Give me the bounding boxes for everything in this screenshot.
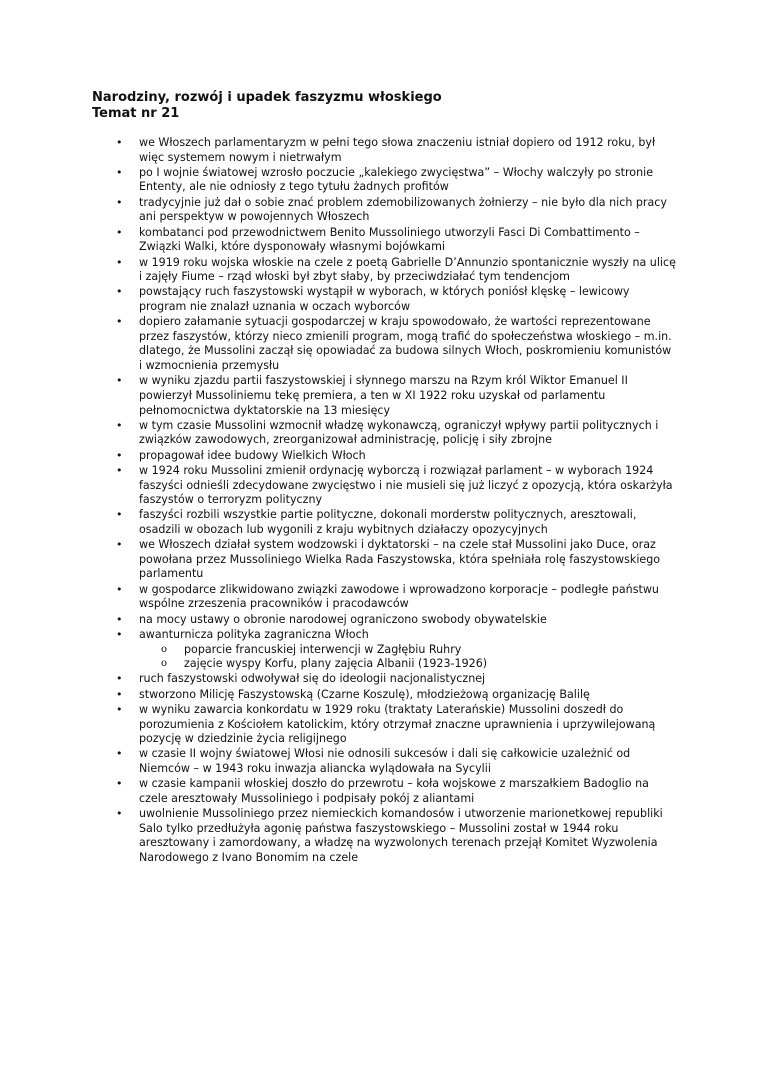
list-item — [92, 703, 677, 747]
list-item-text: we Włoszech parlamentaryzm w pełni tego słowa znaczeniu istniał dopiero od 1912 roku, był więc systemem nowym i nietrwałym — [139, 136, 656, 164]
bullet-icon: • — [116, 508, 123, 522]
list-item-text: propagował idee budowy Wielkich Włoch — [139, 448, 366, 462]
list-item — [92, 672, 677, 687]
list-item-text: uwolnienie Mussoliniego przez niemieckich komandosów i utworzenie marionetkowej republiki Salo tylko przedłużyła agonię państwa faszystowskiego – Mussolini został w 1944 roku aresztowany i zamordowany, a władzę na wyzwolonych terenach przejął Komitet Wyzwolenia Narodowego z Ivano Bonomim na czele — [139, 807, 663, 864]
bullet-icon: • — [116, 315, 123, 329]
list-item-text: po I wojnie światowej wzrosło poczucie „kalekiego zwycięstwa” – Włochy walczyły po stronie Ententy, ale nie odniosły z tego tytułu żadnych profitów — [139, 165, 654, 194]
list-item-text: awanturnicza polityka zagraniczna Włoch — [139, 627, 369, 641]
list-item-text: stworzono Milicję Faszystowską (Czarne Koszulę), młodzieżową organizację Balilę — [139, 687, 590, 701]
bullet-icon: • — [116, 582, 123, 596]
list-item — [92, 613, 677, 628]
circle-bullet-icon: o — [161, 643, 168, 655]
bullet-icon: • — [116, 463, 123, 477]
list-item — [92, 807, 677, 865]
list-item-text: dopiero załamanie sytuacji gospodarczej w kraju spowodowało, że wartości reprezentowane przez faszystów, którzy nieco zmienili program, mogą trafić do społeczeństwa włoskiego – m.in. dlatego, że Mussolini zaczął się opowiadać za budowa silnych Włoch, poskromieniu komunistów i wzmocnienia przemysłu — [139, 315, 672, 373]
list-item — [92, 256, 677, 285]
list-item — [92, 628, 677, 672]
list-item — [92, 196, 677, 225]
list-item-text: w wyniku zawarcia konkordatu w 1929 roku (traktaty Laterańskie) Mussolini doszedł do porozumienia z Kościołem katolickim, który otrzymał znaczne uprawnienia i uprzywilejowaną pozycję w dziedzinie życia religijnego — [139, 702, 656, 746]
bullet-icon: • — [116, 195, 123, 209]
document-header — [92, 90, 692, 122]
list-item-text: faszyści rozbili wszystkie partie polityczne, dokonali morderstw politycznych, aresztowali, osadzili w obozach lub wygonili z kraju wybitnych działaczy opozycyjnych — [139, 508, 637, 536]
bullet-icon: • — [116, 225, 123, 239]
circle-bullet-icon: o — [161, 658, 168, 670]
list-item-text: w czasie II wojny światowej Włosi nie odnosili sukcesów i dali się całkowicie uzależnić od Niemców – w 1943 roku inwazja aliancka wylądowała na Sycylii — [139, 747, 631, 775]
list-item — [92, 136, 677, 165]
bullet-icon: • — [116, 255, 123, 269]
list-item-text: tradycyjnie już dał o sobie znać problem zdemobilizowanych żołnierzy – nie było dla nich pracy ani perspektyw w powojennych Włoszech — [139, 195, 667, 224]
bullet-icon: • — [116, 136, 123, 149]
bullet-icon: • — [116, 448, 123, 462]
bullet-icon: • — [116, 672, 123, 686]
list-item-text: we Włoszech działał system wodzowski i dyktatorski – na czele stał Mussolini jako Duce, oraz powołana przez Mussoliniego Wielka Rada Faszystowska, która spełniała rolę faszystowskiego parlamentu — [139, 538, 661, 581]
bullet-icon: • — [116, 687, 123, 701]
sub-list-item — [139, 657, 677, 672]
list-item — [92, 747, 677, 776]
list-item-text: w gospodarce zlikwidowano związki zawodowe i wprowadzono korporacje – podległe państwu wspólne zrzeszenia pracowników i pracodawców — [139, 582, 659, 611]
list-item — [92, 777, 677, 806]
bullet-icon: • — [116, 165, 123, 179]
document-subtitle: Temat nr 21 — [92, 106, 180, 121]
list-item-text: w wyniku zjazdu partii faszystowskiej i słynnego marszu na Rzym król Wiktor Emanuel II powierzył Mussoliniemu tekę premiera, a ten w XI 1922 roku uzyskał od parlamentu pełnomocnictwa dyktatorskie na 13 miesięcy — [139, 374, 628, 417]
bullet-icon: • — [116, 777, 123, 791]
list-item-text: ruch faszystowski odwoływał się do ideologii nacjonalistycznej — [139, 672, 486, 686]
list-item-text: w 1919 roku wojska włoskie na czele z poetą Gabrielle D’Annunzio spontanicznie wyszły na ulicę i zajęły Fiume – rząd włoski był zbyt słaby, by przeciwdziałać tym tendencjom — [139, 255, 676, 284]
bullet-list — [92, 136, 677, 866]
bullet-icon: • — [116, 612, 123, 626]
list-item-text: kombatanci pod przewodnictwem Benito Mussoliniego utworzyli Fasci Di Combattimento – Związki Walki, które dysponowały własnymi bojówkami — [139, 225, 640, 254]
list-item — [92, 419, 677, 448]
list-item — [92, 688, 677, 703]
bullet-icon: • — [116, 538, 123, 552]
bullet-icon: • — [116, 627, 123, 641]
bullet-icon: • — [116, 702, 123, 716]
document-title: Narodziny, rozwój i upadek faszyzmu włoskiego — [92, 90, 442, 105]
list-item-text: w tym czasie Mussolini wzmocnił władzę wykonawczą, ograniczył wpływy partii politycznych i związków zawodowych, zreorganizował administrację, policję i siły zbrojne — [139, 418, 659, 447]
list-item-text: w czasie kampanii włoskiej doszło do przewrotu – koła wojskowe z marszałkiem Badoglio na czele aresztowały Mussoliniego i podpisały pokój z aliantami — [139, 777, 649, 805]
list-item — [92, 226, 677, 255]
bullet-icon: • — [116, 747, 123, 761]
sub-list-item — [139, 643, 677, 658]
list-item — [92, 374, 677, 418]
list-item — [92, 449, 677, 464]
list-item — [92, 285, 677, 314]
list-item — [92, 538, 677, 582]
list-item-text: powstający ruch faszystowski wystąpił w wyborach, w których poniósł klęskę – lewicowy program nie znalazł uznania w oczach wyborców — [139, 285, 630, 313]
list-item — [92, 508, 677, 537]
list-item-text: na mocy ustawy o obronie narodowej ograniczono swobody obywatelskie — [139, 612, 547, 626]
bullet-icon: • — [116, 285, 123, 299]
list-item — [92, 583, 677, 612]
bullet-icon: • — [116, 374, 123, 388]
sub-list — [139, 643, 677, 672]
sub-list-item-text: zajęcie wyspy Korfu, plany zajęcia Albanii (1923-1926) — [184, 657, 488, 671]
bullet-icon: • — [116, 418, 123, 432]
list-item-text: w 1924 roku Mussolini zmienił ordynację wyborczą i rozwiązał parlament – w wyborach 1924 faszyści odnieśli zdecydowane zwycięstwo i nie musieli się już liczyć z opozycją, która oskarżyła faszystów o terroryzm polityczny — [139, 463, 673, 507]
bullet-icon: • — [116, 807, 123, 821]
sub-list-item-text: poparcie francuskiej interwencji w Zagłębiu Ruhry — [184, 642, 462, 656]
list-item — [92, 315, 677, 373]
list-item — [92, 166, 677, 195]
list-item — [92, 464, 677, 508]
